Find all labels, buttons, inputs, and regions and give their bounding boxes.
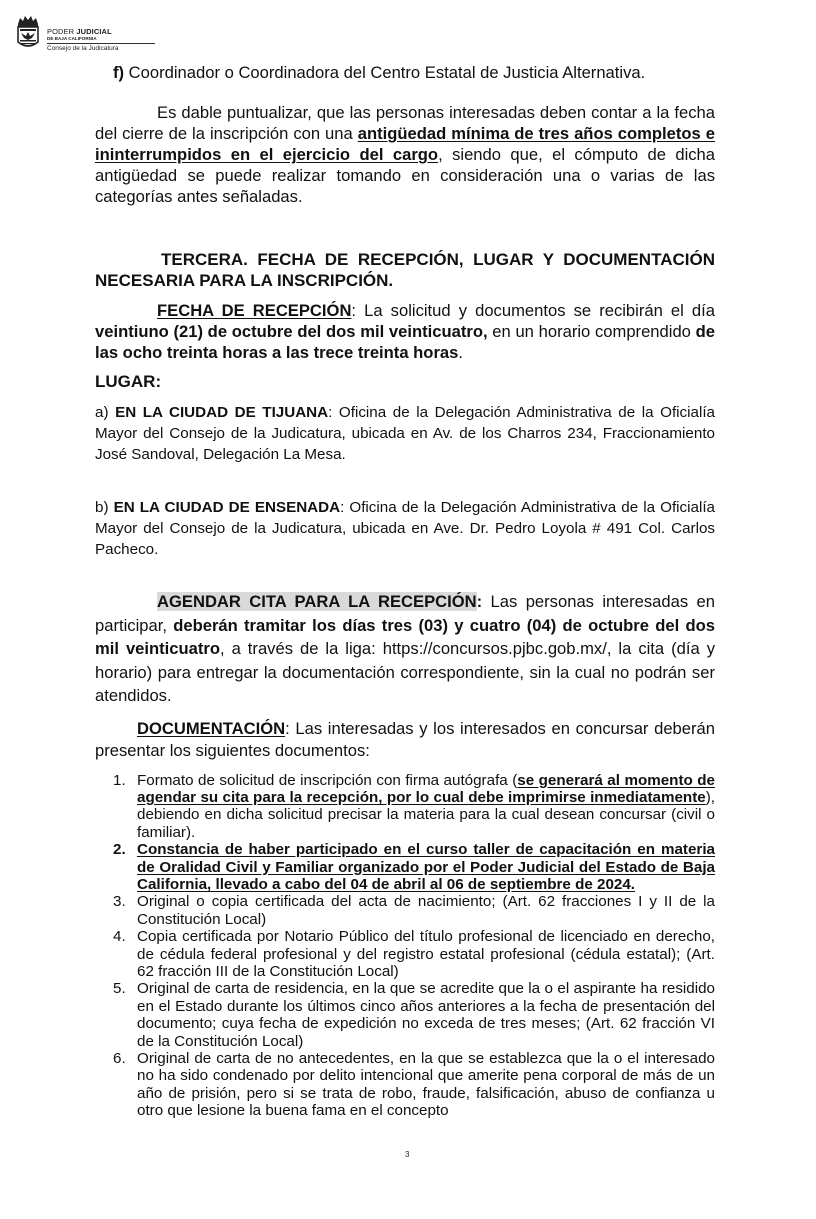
location-ensenada: b) EN LA CIUDAD DE ENSENADA: Oficina de la Delegación Administrativa de la Oficialía Mayor del Consejo de la Judicatura, ubicada en Ave. Dr. Pedro Loyola # 491 Col. Carlos Pacheco. (95, 499, 716, 558)
appointment-label-highlight: AGENDAR CITA PARA LA RECEPCIÓN (157, 592, 477, 611)
documentation-paragraph: DOCUMENTACIÓN: Las interesadas y los interesados en concursar deberán presentar los siguientes documentos: (95, 718, 715, 760)
heading-line-2: NECESARIA PARA LA INSCRIPCIÓN. (95, 271, 394, 290)
list-item: 3. Original o copia certificada del acta de nacimiento; (Art. 62 fracciones I y II de la Constitución Local) (113, 893, 715, 928)
coat-of-arms-icon (16, 14, 40, 50)
appointment-paragraph: AGENDAR CITA PARA LA RECEPCIÓN: Las personas interesadas en participar, deberán tramitar los días tres (03) y cuatro (04) de octubre del dos mil veinticuatro, a través de la liga: https://concursos.pjbc.gob.mx/, la cita (día y horario) para entregar la documentación correspondiente, sin la cual no podrán ser atendidos. (95, 592, 715, 705)
list-item: 6. Original de carta de no antecedentes, en la que se establezca que la o el interesado no ha sido condenado por delito intencional que amerite pena corporal de más de un año de prisión, pero si se trata de robo, fraude, falsificación, abuso de confianza u otro que lesione la buena fama en el concepto (113, 1050, 715, 1120)
document-body (95, 62, 715, 1120)
location-tijuana: a) EN LA CIUDAD DE TIJUANA: Oficina de la Delegación Administrativa de la Oficialía Mayor del Consejo de la Judicatura, ubicada en Av. de los Charros 234, Fraccionamiento José Sandoval, Delegación La Mesa. (95, 404, 715, 463)
seniority-paragraph: Es dable puntualizar, que las personas interesadas deben contar a la fecha del cierre de la inscripción con una antigüedad mínima de tres años completos e ininterrumpidos en el ejercicio del cargo, siendo que, el cómputo de dicha antigüedad se puede realizar tomando en consideración una o varias de las categorías antes señaladas. (95, 103, 716, 206)
reception-date-paragraph: FECHA DE RECEPCIÓN: La solicitud y documentos se recibirán el día veintiuno (21) de octubre del dos mil veinticuatro, en un horario comprendido de las ocho treinta horas a las trece treinta horas. (95, 301, 715, 362)
appointment-link[interactable]: https://concursos.pjbc.gob.mx/ (382, 639, 607, 658)
list-item: 1. Formato de solicitud de inscripción con firma autógrafa (se generará al momento de agendar su cita para la recepción, por lo cual debe imprimirse inmediatamente), debiendo en dicha solicitud precisar la materia para la cual desean concursar (civil o familiar). (113, 771, 715, 841)
heading-line-1: TERCERA. FECHA DE RECEPCIÓN, LUGAR Y DOCUMENTACIÓN (161, 250, 715, 269)
list-item: 2. Constancia de haber participado en el curso taller de capacitación en materia de Oralidad Civil y Familiar organizado por el Poder Judicial del Estado de Baja California, llevado a cabo del 04 de abril al 06 de septiembre de 2024. (113, 841, 715, 893)
logo-subtitle: DE BAJA CALIFORNIA (47, 36, 155, 44)
section-heading-tercera (95, 249, 715, 291)
list-item: 4. Copia certificada por Notario Público del título profesional de licenciado en derecho, de cédula federal profesional y del registro estatal profesional (cédula estatal); (Art. 62 fracción III de la Constitución Local) (113, 928, 715, 980)
page-number: 3 (405, 1150, 410, 1159)
logo-text (47, 28, 147, 54)
logo-department: Consejo de la Judicatura (47, 45, 119, 52)
place-heading: LUGAR: (95, 372, 162, 391)
category-item-f: f) Coordinador o Coordinadora del Centro Estatal de Justicia Alternativa. (113, 63, 646, 82)
list-item: 5. Original de carta de residencia, en la que se acredite que la o el aspirante ha residido en el Estado durante los últimos cinco años anteriores a la fecha de presentación del documento; cuya fecha de expedición no exceda de tres meses; (Art. 62 fracción VI de la Constitución Local) (113, 980, 715, 1050)
logo-title: PODER JUDICIAL (47, 27, 112, 36)
required-documents-list (95, 772, 715, 1120)
header-logo (14, 12, 144, 58)
